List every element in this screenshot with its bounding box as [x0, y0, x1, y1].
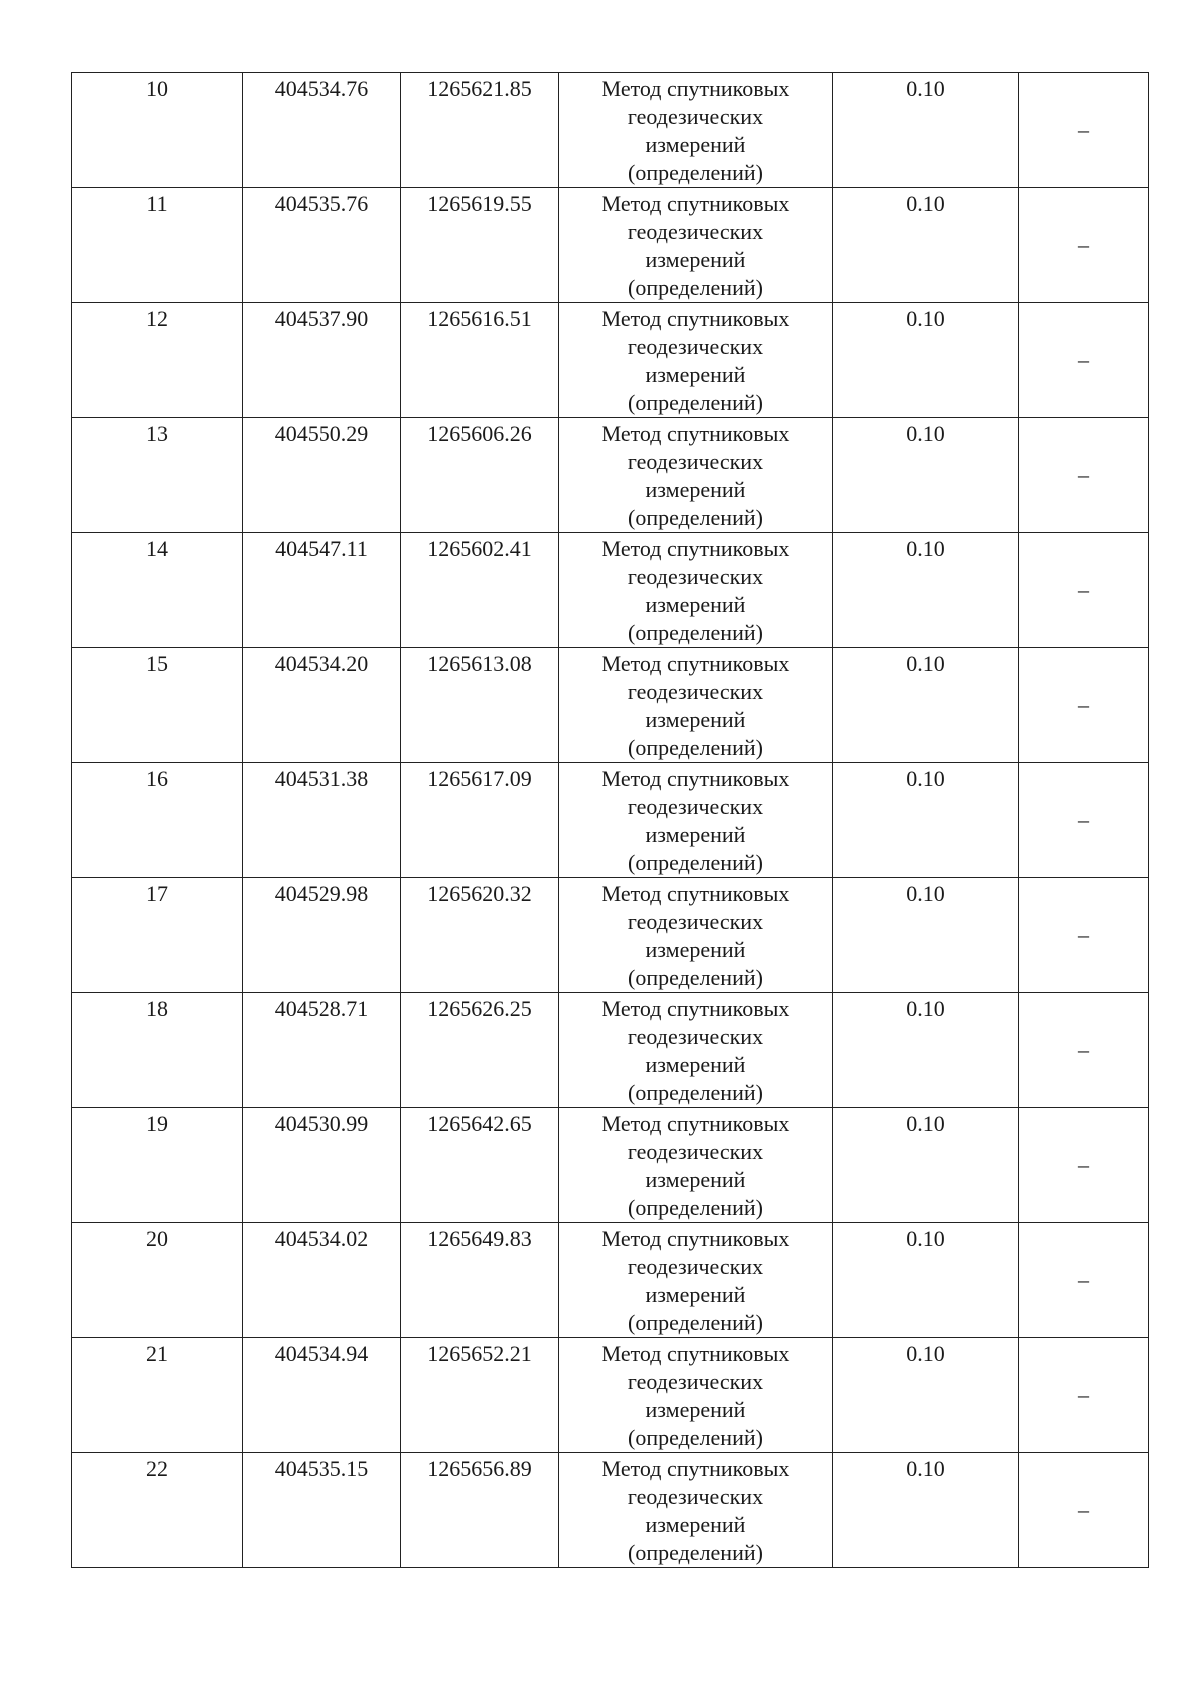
method-cell	[559, 993, 833, 1108]
point-number-cell	[72, 763, 243, 878]
point-number: 22	[146, 1456, 168, 1481]
accuracy-cell	[833, 648, 1019, 763]
y-coordinate: 1265617.09	[427, 766, 532, 791]
point-number: 13	[146, 421, 168, 446]
point-number: 15	[146, 651, 168, 676]
note-dash: –	[1078, 347, 1089, 372]
y-coordinate-cell	[401, 533, 559, 648]
note-dash: –	[1078, 922, 1089, 947]
y-coordinate: 1265642.65	[427, 1111, 532, 1136]
accuracy-value: 0.10	[906, 536, 945, 561]
point-number-cell	[72, 1223, 243, 1338]
x-coordinate-cell	[243, 1338, 401, 1453]
method-cell	[559, 418, 833, 533]
point-number-cell	[72, 1338, 243, 1453]
method-cell	[559, 1223, 833, 1338]
method-text: Метод спутниковых геодезических измерений (определений)	[601, 536, 790, 645]
table-row	[72, 73, 1149, 188]
point-number: 16	[146, 766, 168, 791]
y-coordinate: 1265616.51	[427, 306, 532, 331]
x-coordinate-cell	[243, 73, 401, 188]
point-number: 20	[146, 1226, 168, 1251]
method-text: Метод спутниковых геодезических измерений (определений)	[601, 306, 790, 415]
point-number: 19	[146, 1111, 168, 1136]
x-coordinate: 404534.76	[274, 76, 369, 101]
note-cell	[1019, 73, 1149, 188]
note-cell	[1019, 1223, 1149, 1338]
accuracy-cell	[833, 763, 1019, 878]
method-cell	[559, 1108, 833, 1223]
y-coordinate-cell	[401, 1338, 559, 1453]
method-text: Метод спутниковых геодезических измерений (определений)	[601, 421, 790, 530]
note-cell	[1019, 1338, 1149, 1453]
table-row	[72, 1453, 1149, 1568]
x-coordinate: 404537.90	[274, 306, 369, 331]
accuracy-cell	[833, 418, 1019, 533]
y-coordinate: 1265626.25	[427, 996, 532, 1021]
method-cell	[559, 648, 833, 763]
x-coordinate: 404534.94	[274, 1341, 369, 1366]
note-cell	[1019, 188, 1149, 303]
x-coordinate-cell	[243, 1108, 401, 1223]
table-row	[72, 533, 1149, 648]
table-row	[72, 418, 1149, 533]
y-coordinate: 1265621.85	[427, 76, 532, 101]
point-number-cell	[72, 188, 243, 303]
accuracy-value: 0.10	[906, 1226, 945, 1251]
method-cell	[559, 533, 833, 648]
y-coordinate: 1265606.26	[427, 421, 532, 446]
method-cell	[559, 188, 833, 303]
accuracy-value: 0.10	[906, 651, 945, 676]
note-dash: –	[1078, 1152, 1089, 1177]
accuracy-cell	[833, 533, 1019, 648]
x-coordinate-cell	[243, 533, 401, 648]
method-cell	[559, 73, 833, 188]
note-cell	[1019, 418, 1149, 533]
y-coordinate-cell	[401, 648, 559, 763]
table-row	[72, 303, 1149, 418]
accuracy-cell	[833, 1223, 1019, 1338]
accuracy-cell	[833, 188, 1019, 303]
accuracy-value: 0.10	[906, 421, 945, 446]
accuracy-value: 0.10	[906, 1341, 945, 1366]
accuracy-value: 0.10	[906, 76, 945, 101]
method-text: Метод спутниковых геодезических измерений (определений)	[601, 1226, 790, 1335]
y-coordinate-cell	[401, 763, 559, 878]
accuracy-value: 0.10	[906, 306, 945, 331]
point-number-cell	[72, 993, 243, 1108]
note-dash: –	[1078, 1267, 1089, 1292]
accuracy-cell	[833, 1453, 1019, 1568]
method-text: Метод спутниковых геодезических измерений (определений)	[601, 1456, 790, 1565]
note-dash: –	[1078, 462, 1089, 487]
method-cell	[559, 878, 833, 993]
y-coordinate-cell	[401, 1108, 559, 1223]
x-coordinate-cell	[243, 1453, 401, 1568]
y-coordinate-cell	[401, 73, 559, 188]
point-number: 12	[146, 306, 168, 331]
note-cell	[1019, 1108, 1149, 1223]
y-coordinate-cell	[401, 1453, 559, 1568]
note-cell	[1019, 763, 1149, 878]
note-dash: –	[1078, 807, 1089, 832]
method-text: Метод спутниковых геодезических измерений (определений)	[601, 191, 790, 300]
y-coordinate-cell	[401, 993, 559, 1108]
note-cell	[1019, 993, 1149, 1108]
point-number-cell	[72, 303, 243, 418]
table-row	[72, 1223, 1149, 1338]
method-cell	[559, 1453, 833, 1568]
method-cell	[559, 763, 833, 878]
note-dash: –	[1078, 1382, 1089, 1407]
x-coordinate-cell	[243, 188, 401, 303]
method-cell	[559, 303, 833, 418]
x-coordinate: 404550.29	[274, 421, 369, 446]
table-row	[72, 993, 1149, 1108]
table-row	[72, 1338, 1149, 1453]
note-dash: –	[1078, 692, 1089, 717]
method-text: Метод спутниковых геодезических измерений (определений)	[601, 766, 790, 875]
note-dash: –	[1078, 1037, 1089, 1062]
x-coordinate: 404528.71	[274, 996, 369, 1021]
y-coordinate: 1265613.08	[427, 651, 532, 676]
method-cell	[559, 1338, 833, 1453]
table-row	[72, 188, 1149, 303]
point-number: 21	[146, 1341, 168, 1366]
y-coordinate-cell	[401, 188, 559, 303]
accuracy-cell	[833, 73, 1019, 188]
point-number-cell	[72, 533, 243, 648]
y-coordinate: 1265649.83	[427, 1226, 532, 1251]
method-text: Метод спутниковых геодезических измерений (определений)	[601, 881, 790, 990]
accuracy-cell	[833, 1338, 1019, 1453]
note-dash: –	[1078, 232, 1089, 257]
note-dash: –	[1078, 117, 1089, 142]
table-row	[72, 1108, 1149, 1223]
point-number: 17	[146, 881, 168, 906]
note-dash: –	[1078, 1497, 1089, 1522]
y-coordinate-cell	[401, 303, 559, 418]
point-number-cell	[72, 73, 243, 188]
point-number-cell	[72, 648, 243, 763]
x-coordinate-cell	[243, 418, 401, 533]
accuracy-value: 0.10	[906, 1456, 945, 1481]
accuracy-value: 0.10	[906, 996, 945, 1021]
point-number-cell	[72, 1453, 243, 1568]
note-cell	[1019, 648, 1149, 763]
y-coordinate: 1265602.41	[427, 536, 532, 561]
note-cell	[1019, 1453, 1149, 1568]
y-coordinate: 1265656.89	[427, 1456, 532, 1481]
point-number: 10	[146, 76, 168, 101]
method-text: Метод спутниковых геодезических измерений (определений)	[601, 76, 790, 185]
y-coordinate-cell	[401, 878, 559, 993]
x-coordinate-cell	[243, 1223, 401, 1338]
point-number: 18	[146, 996, 168, 1021]
x-coordinate: 404529.98	[274, 881, 369, 906]
y-coordinate-cell	[401, 1223, 559, 1338]
note-cell	[1019, 878, 1149, 993]
accuracy-value: 0.10	[906, 1111, 945, 1136]
accuracy-cell	[833, 878, 1019, 993]
x-coordinate-cell	[243, 303, 401, 418]
y-coordinate-cell	[401, 418, 559, 533]
table-row	[72, 648, 1149, 763]
point-number-cell	[72, 1108, 243, 1223]
x-coordinate: 404535.76	[274, 191, 369, 216]
x-coordinate: 404547.11	[275, 536, 368, 561]
x-coordinate-cell	[243, 878, 401, 993]
note-cell	[1019, 533, 1149, 648]
accuracy-value: 0.10	[906, 881, 945, 906]
accuracy-cell	[833, 303, 1019, 418]
coordinates-table-body	[72, 73, 1149, 1568]
y-coordinate: 1265619.55	[427, 191, 532, 216]
x-coordinate: 404534.02	[274, 1226, 369, 1251]
point-number: 11	[146, 191, 168, 216]
method-text: Метод спутниковых геодезических измерений (определений)	[601, 1341, 790, 1450]
table-row	[72, 878, 1149, 993]
accuracy-value: 0.10	[906, 766, 945, 791]
point-number-cell	[72, 418, 243, 533]
table-row	[72, 763, 1149, 878]
x-coordinate: 404534.20	[274, 651, 369, 676]
note-cell	[1019, 303, 1149, 418]
x-coordinate: 404530.99	[274, 1111, 369, 1136]
accuracy-value: 0.10	[906, 191, 945, 216]
x-coordinate: 404535.15	[274, 1456, 369, 1481]
y-coordinate: 1265620.32	[427, 881, 532, 906]
method-text: Метод спутниковых геодезических измерений (определений)	[601, 1111, 790, 1220]
coordinates-table	[71, 72, 1149, 1568]
point-number-cell	[72, 878, 243, 993]
x-coordinate-cell	[243, 993, 401, 1108]
x-coordinate-cell	[243, 763, 401, 878]
method-text: Метод спутниковых геодезических измерений (определений)	[601, 996, 790, 1105]
x-coordinate: 404531.38	[274, 766, 369, 791]
y-coordinate: 1265652.21	[427, 1341, 532, 1366]
x-coordinate-cell	[243, 648, 401, 763]
accuracy-cell	[833, 993, 1019, 1108]
note-dash: –	[1078, 577, 1089, 602]
point-number: 14	[146, 536, 168, 561]
accuracy-cell	[833, 1108, 1019, 1223]
method-text: Метод спутниковых геодезических измерений (определений)	[601, 651, 790, 760]
